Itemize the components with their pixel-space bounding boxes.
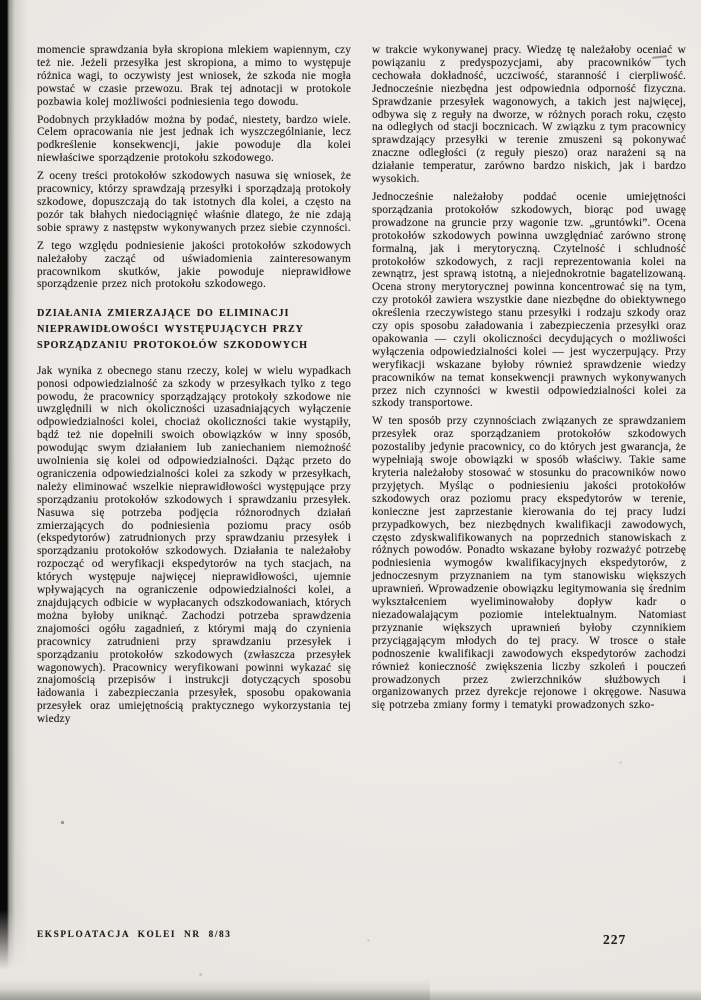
paragraph: Podobnych przykładów można by podać, niestety, bardzo wiele. Celem opracowania nie jest jednak ich wyszczególnianie, lecz podkreślenie konsekwencji, jakie powoduje dla kolei niewłaściwe sporządzenie protokołu szkodowego. [37,113,351,165]
scan-bottom-left-shadow [0,974,430,1000]
paragraph: Jednocześnie należałoby poddać ocenie umiejętności sporządzania protokołów szkodowych, biorąc pod uwagę prowadzone na gruncie przy wagonie tzw. „gruntówki”. Ocena protokołów szkodowych powinna uwzględniać zarówno stronę formalną, jak i merytoryczną. Czytelność i schludność protokołów szkodowych, z racji reprezentowania kolei na zewnątrz, jest sprawą istotną, a niejednokrotnie bagatelizowaną. Ocena strony merytorycznej powinna koncentrować się na tym, czy protokół zawiera wszystkie dane niezbędne do obiektywnego określenia rzeczywistego stanu przesyłki i rodzaju szkody oraz czy opis sposobu załadowania i zabezpieczenia przesyłki oraz opakowania — czyli okoliczności decydujących o możliwości wyłączenia odpowiedzialności kolei — jest wyczerpujący. Przy weryfikacji wskazane byłoby również sprawdzenie wiedzy pracowników na temat konsekwencji prawnych wykonywanych przez nich czynności w kwestii odpowiedzialności kolei za szkody transportowe. [372,190,686,410]
paragraph: w trakcie wykonywanej pracy. Wiedzę tę należałoby oceniać w powiązaniu z predyspozycjami, aby pracowników tych cechowała dokładność, uczciwość, staranność i cierpliwość. Jednocześnie niezbędna jest odpowiednia odporność fizyczna. Sprawdzanie przesyłek wagonowych, a takich jest najwięcej, odbywa się z reguły na dworze, w różnych porach roku, często na odległych od stacji bocznicach. W związku z tym pracownicy sprawdzający przesyłki w terenie zmuszeni są pokonywać znaczne odległości (z reguły pieszo) oraz narażeni są na działanie temperatur, zarówno bardzo niskich, jak i bardzo wysokich. [372,44,686,186]
page-number: 227 [603,932,627,947]
right-column [372,44,686,712]
heading-line: SPORZĄDZANIU PROTOKOŁÓW SZKODOWYCH [37,339,308,351]
journal-footer: EKSPLOATACJA KOLEI NR 8/83 [37,930,232,940]
paragraph: Jak wynika z obecnego stanu rzeczy, kolej w wielu wypadkach ponosi odpowiedzialność za szkody w przesyłkach tylko z tego powodu, że pracownicy sporządzający protokoły szkodowe nie uwzględnili w nich okoliczności uzasadniających wyłączenie odpowiedzialności kolei, chociaż okoliczności takie wystąpiły, bądź też nie dopełnili swoich obowiązków w inny sposób, powodując swym działaniem lub zaniechaniem niemożność uwolnienia się kolei od odpowiedzialności. Dążąc przeto do ograniczenia odpowiedzialności kolei za szkody w przesyłkach, należy eliminować wszelkie nieprawidłowości występujące przy sporządzaniu protokołów szkodowych i sprawdzaniu przesyłek. Nasuwa się potrzeba podjęcia różnorodnych działań zmierzających do podniesienia poziomu pracy osób (ekspedytorów) zatrudnionych przy sprawdzaniu przesyłek i sporządzaniu protokołów szkodowych. Działania te należałoby rozpocząć od weryfikacji ekspedytorów na tych stacjach, na których występuje najwięcej nieprawidłowości, ujemnie wpływających na ograniczenie odpowiedzialności kolei, a znajdujących odbicie w wypłacanych odszkodowaniach, których można byłoby uniknąć. Zachodzi potrzeba sprawdzenia znajomości ogółu zagadnień, z którymi mają do czynienia pracownicy zatrudnieni przy sprawdzaniu przesyłek i sporządzaniu protokołów szkodowych (zwłaszcza przesyłek wagonowych). Pracownicy weryfikowani powinni wykazać się znajomością przepisów i instrukcji dotyczących sposobu ładowania i zabezpieczania przesyłek, sposobu opakowania przesyłek oraz umiejętnością praktycznego wykorzystania tej wiedzy [37,364,351,726]
heading-line: DZIAŁANIA ZMIERZAJĄCE DO ELIMINACJI [37,308,290,320]
scan-speckles [0,0,1,1]
paragraph: W ten sposób przy czynnościach związanych ze sprawdzaniem przesyłek oraz sporządzaniem protokołów szkodowych pozostaliby jedynie pracownicy, co do których jest gwarancja, że wypełniają swoje obowiązki w sposób właściwy. Takie same kryteria należałoby stosować w stosunku do pracowników nowo przyjętych. Myśląc o podniesieniu jakości protokołów szkodowych oraz poziomu pracy ekspedytorów w terenie, konieczne jest zaprzestanie kierowania do tej pracy ludzi przypadkowych, bez niezbędnych kwalifikacji zawodowych, często zdyskwalifikowanych na poprzednich stanowiskach z różnych powodów. Ponadto wskazane byłoby rozważyć potrzebę podniesienia wymogów kwalifikacyjnych ekspedytorów, z jednoczesnym przyznaniem na tym stanowisku większych uprawnień. Wprowadzenie obowiązku legitymowania się średnim wykształceniem wyeliminowałoby dopływ kadr o niezadowalającym poziomie intelektualnym. Natomiast przyznanie większych uprawnień byłoby czynnikiem przyciągającym młodych do tej pracy. W trosce o stałe podnoszenie kwalifikacji zawodowych ekspedytorów zachodzi również konieczność zwiększenia liczby szkoleń i pouczeń prowadzonych przez zwierzchników służbowych i organizowanych przez dyrekcje rejonowe i okręgowe. Nasuwa się potrzeba zmiany formy i tematyki prowadzonych szko- [372,415,686,712]
scan-gutter-shadow [0,0,30,1000]
left-column [37,44,351,726]
heading-line: NIEPRAWIDŁOWOŚCI WYSTĘPUJĄCYCH PRZY [37,324,304,336]
paragraph: momencie sprawdzania była skropiona mlekiem wapiennym, czy też nie. Jeżeli przesyłka jest skropiona, a mimo to występuje różnica wagi, to oczywisty jest wniosek, że szkoda nie mogła powstać w czasie przewozu. Brak tej adnotacji w protokole pozbawia kolej możliwości podniesienia tego dowodu. [37,44,351,108]
section-heading [37,306,351,353]
paragraph: Z tego względu podniesienie jakości protokołów szkodowych należałoby zacząć od uświadomienia zainteresowanym pracownikom skutków, jakie powoduje nieprawidłowe sporządzenie przez nich protokołu szkodowego. [37,239,351,291]
paragraph: Z oceny treści protokołów szkodowych nasuwa się wniosek, że pracownicy, którzy sprawdzają przesyłki i sporządzają protokoły szkodowe, dopuszczają do tak istotnych dla kolei, a często na pozór tak błahych niedociągnięć właśnie dlatego, że nie zdają sobie sprawy z następstw wykonywanych przez siebie czynności. [37,170,351,234]
